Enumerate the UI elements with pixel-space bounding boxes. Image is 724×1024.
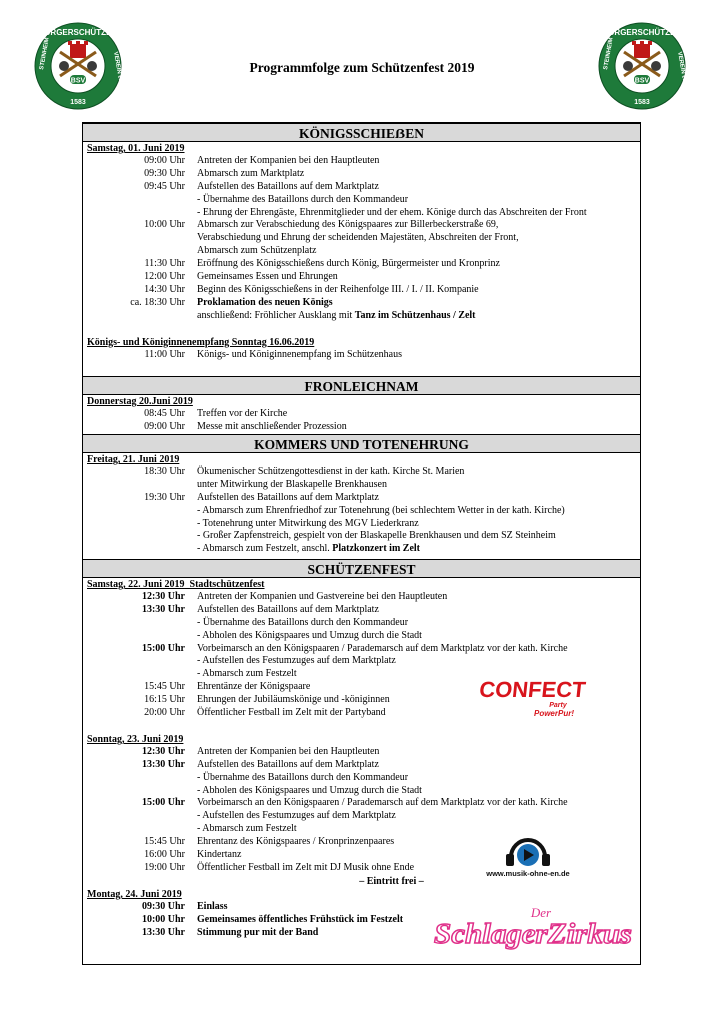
event: Ökumenischer Schützengottesdienst in der kath. Kirche St. Marien (197, 466, 465, 477)
schedule-row (83, 617, 640, 630)
time (83, 479, 185, 492)
schedule-row (83, 219, 640, 232)
schedule-row (83, 772, 640, 785)
schedule-row (83, 421, 640, 434)
time: 15:00 Uhr (141, 797, 185, 809)
svg-text:Der: Der (530, 905, 552, 920)
time: 16:15 Uhr (144, 694, 185, 706)
schedule-row (83, 505, 640, 518)
time: 13:30 Uhr (141, 926, 185, 938)
time: ca. 18:30 Uhr (130, 296, 185, 308)
svg-text:CONFECT: CONFECT (478, 677, 587, 702)
schedule-row (83, 271, 640, 284)
schedule-row (83, 245, 640, 258)
event: Abmarsch zum Schützenplatz (197, 245, 317, 257)
schedule-row (83, 207, 640, 220)
schedule-row (83, 479, 640, 492)
musik-ohne-ende-logo (475, 833, 581, 879)
section-header: KÖNIGSSCHIEẞEN (83, 123, 640, 142)
schedule-row (83, 155, 640, 168)
event: - Totenehrung unter Mitwirkung des MGV Liederkranz (197, 517, 419, 529)
event: Antreten der Kompanien und Gastvereine bei den Hauptleuten (197, 591, 448, 602)
time (83, 668, 185, 681)
svg-text:STEINHEIM: STEINHEIM (39, 37, 51, 71)
event: Antreten der Kompanien bei den Hauptleuten (197, 155, 380, 166)
time (83, 194, 185, 207)
schedule-row (83, 297, 640, 310)
schedule-row (83, 258, 640, 271)
schedule-row (83, 466, 640, 479)
svg-text:SchlagerZirkus: SchlagerZirkus (434, 919, 633, 950)
time: 11:00 Uhr (144, 348, 185, 360)
event: Treffen vor der Kirche (197, 408, 288, 419)
schedule-row (83, 655, 640, 668)
time: 15:45 Uhr (144, 836, 185, 848)
section-header: KOMMERS UND TOTENEHRUNG (83, 434, 640, 453)
schedule-row (83, 530, 640, 543)
event: Öffentlicher Festball im Zelt mit DJ Musik ohne Ende (197, 861, 415, 873)
schlagerzirkus-logo (431, 903, 636, 951)
page-title: Programmfolge zum Schützenfest 2019 (249, 60, 475, 75)
event: Messe mit anschließender Prozession (197, 420, 347, 432)
time (83, 810, 185, 823)
schedule-row (83, 759, 640, 772)
event: - Übernahme des Bataillons durch den Kommandeur (197, 193, 409, 205)
program-frame (82, 122, 641, 965)
event: Aufstellen des Bataillons auf dem Marktplatz (197, 758, 379, 770)
schedule-row (83, 746, 640, 759)
schedule-row (83, 643, 640, 656)
time (83, 655, 185, 668)
time (83, 245, 185, 258)
time: 09:00 Uhr (144, 155, 185, 166)
time: 08:45 Uhr (144, 408, 185, 419)
event: Königs- und Königinnenempfang im Schützenhaus (197, 348, 402, 360)
entry-free-note: – Eintritt frei – (359, 875, 424, 887)
event: - Abmarsch zum Festzelt (197, 668, 297, 680)
svg-text:STEINHEIM: STEINHEIM (603, 37, 615, 71)
time: 15:45 Uhr (144, 681, 185, 693)
day-heading: Samstag, 22. Juni 2019 Stadtschützenfest (87, 579, 265, 590)
confect-logo (478, 675, 587, 719)
event-highlight: Platzkonzert im Zelt (332, 543, 420, 555)
event: Beginn des Königsschießens in der Reihenfolge III. / I. / II. Kompanie (197, 283, 479, 295)
schedule-row (83, 310, 640, 323)
schedule-row (83, 232, 640, 245)
time: 15:00 Uhr (141, 642, 185, 654)
section-fronleichnam (83, 376, 640, 434)
event: - Abmarsch zum Ehrenfriedhof zur Totenehrung (bei schlechtem Wetter in der kath. Kirche) (197, 504, 565, 516)
svg-text:VEREIN e.V.: VEREIN e.V. (112, 51, 124, 86)
event: Einlass (197, 900, 228, 912)
time: 09:00 Uhr (144, 420, 185, 432)
svg-text:VEREIN e.V.: VEREIN e.V. (676, 51, 688, 86)
event: - Aufstellen des Festumzuges auf dem Marktplatz (197, 655, 396, 667)
time: 14:30 Uhr (144, 283, 185, 295)
schedule-row (83, 284, 640, 297)
schedule-row (83, 194, 640, 207)
event: Stimmung pur mit der Band (197, 926, 319, 938)
svg-text:BSV: BSV (70, 77, 86, 85)
event: - Abmarsch zum Festzelt (197, 823, 297, 835)
svg-text:Party: Party (549, 702, 567, 709)
event: - Abmarsch zum Festzelt, anschl. (197, 543, 333, 555)
event: Antreten der Kompanien bei den Hauptleuten (197, 745, 380, 757)
schedule-list (83, 155, 640, 323)
event: unter Mitwirkung der Blaskapelle Brenkhausen (197, 478, 387, 490)
time (83, 630, 185, 643)
svg-text:www.musik-ohne-en.de: www.musik-ohne-en.de (486, 869, 570, 878)
day-heading: Freitag, 21. Juni 2019 (87, 454, 180, 465)
svg-text:BÜRGERSCHÜTZEN: BÜRGERSCHÜTZEN (602, 28, 682, 37)
section-header: FRONLEICHNAM (83, 376, 640, 395)
event: Vorbeimarsch an den Königspaaren / Parademarsch auf dem Marktplatz vor der kath. Kirche (197, 642, 568, 654)
event: Verabschiedung und Ehrung der scheidenden Majestäten, Abschreiten der Front, (197, 232, 519, 244)
time (83, 617, 185, 630)
time: 11:30 Uhr (144, 258, 185, 270)
svg-text:BSV: BSV (634, 77, 650, 85)
event-highlight: Tanz im Schützenhaus / Zelt (354, 309, 476, 321)
event: Ehrentänze der Königspaare (197, 681, 311, 693)
event: - Abholen des Königspaares und Umzug durch die Stadt (197, 784, 422, 796)
event: Ehrentanz des Königspaares / Kronprinzenpaares (197, 836, 395, 848)
time (83, 823, 185, 836)
day-heading: Königs- und Königinnenempfang Sonntag 16.06.2019 (87, 336, 315, 348)
time: 09:30 Uhr (141, 900, 185, 912)
time: 16:00 Uhr (144, 849, 185, 861)
event: Öffentlicher Festball im Zelt mit der Partyband (197, 707, 386, 719)
event: - Großer Zapfenstreich, gespielt von der Blaskapelle Brenkhausen und dem SZ Steinheim (197, 530, 556, 542)
event: Gemeinsames öffentliches Frühstück im Festzelt (197, 913, 404, 925)
event: - Übernahme des Bataillons durch den Kommandeur (197, 616, 409, 628)
time (83, 530, 185, 543)
event: anschließend: Fröhlicher Ausklang mit (197, 309, 355, 321)
svg-text:1583: 1583 (70, 99, 86, 106)
time: 12:30 Uhr (141, 591, 185, 602)
section-koenigsschiessen (83, 123, 640, 361)
schedule-row (83, 543, 640, 556)
time: 13:30 Uhr (141, 758, 185, 770)
schedule-row (83, 591, 640, 604)
section-kommers (83, 434, 640, 556)
svg-text:BÜRGERSCHÜTZEN: BÜRGERSCHÜTZEN (38, 28, 118, 37)
svg-text:PowerPur!: PowerPur! (533, 709, 575, 718)
event: Abmarsch zum Marktplatz (197, 167, 305, 179)
schedule-row (83, 181, 640, 194)
section-schuetzenfest (83, 559, 640, 939)
time: 09:30 Uhr (144, 167, 185, 179)
day-heading: Sonntag, 23. Juni 2019 (87, 733, 184, 745)
schedule-row (83, 349, 640, 362)
schedule-row (83, 168, 640, 181)
event: Aufstellen des Bataillons auf dem Marktplatz (197, 491, 379, 503)
time (83, 785, 185, 798)
day-heading: Samstag, 01. Juni 2019 (87, 143, 185, 154)
svg-text:1583: 1583 (634, 99, 650, 106)
event: Abmarsch zur Verabschiedung des Königspaares zur Billerbeckerstraße 69, (197, 219, 499, 231)
event: Ehrungen der Jubiläumskönige und -königinnen (197, 694, 390, 706)
time: 10:00 Uhr (141, 913, 185, 925)
section-header: SCHÜTZENFEST (83, 559, 640, 578)
time: 12:00 Uhr (144, 271, 185, 283)
time: 18:30 Uhr (144, 466, 185, 477)
time: 12:30 Uhr (141, 745, 185, 757)
event: Kindertanz (197, 849, 242, 861)
day-heading: Montag, 24. Juni 2019 (87, 888, 182, 900)
event: Aufstellen des Bataillons auf dem Marktplatz (197, 180, 379, 192)
event: Vorbeimarsch an den Königspaaren / Parademarsch auf dem Marktplatz vor der kath. Kirche (197, 797, 568, 809)
event: - Ehrung der Ehrengäste, Ehrenmitglieder und der ehem. Könige durch das Abschreiten der Front (197, 206, 587, 218)
schedule-row (83, 630, 640, 643)
day-heading: Donnerstag 20.Juni 2019 (87, 396, 193, 407)
time: 19:30 Uhr (144, 491, 185, 503)
schedule-row (83, 797, 640, 810)
time: 19:00 Uhr (144, 861, 185, 873)
schedule-row (83, 604, 640, 617)
event-proclamation: Proklamation des neuen Königs (197, 296, 333, 308)
time (83, 772, 185, 785)
event: - Aufstellen des Festumzuges auf dem Marktplatz (197, 810, 396, 822)
event: - Übernahme des Bataillons durch den Kommandeur (197, 771, 409, 783)
event: - Abholen des Königspaares und Umzug durch die Stadt (197, 629, 422, 641)
time (83, 207, 185, 220)
time: 09:45 Uhr (144, 180, 185, 192)
event: Aufstellen des Bataillons auf dem Marktplatz (197, 603, 379, 615)
schedule-row (83, 518, 640, 531)
schedule-row (83, 408, 640, 421)
time (83, 232, 185, 245)
time: 20:00 Uhr (144, 707, 185, 719)
time (83, 505, 185, 518)
schedule-row (83, 810, 640, 823)
event: Eröffnung des Königsschießens durch König, Bürgermeister und Kronprinz (197, 258, 500, 270)
time (83, 518, 185, 531)
event: Gemeinsames Essen und Ehrungen (197, 271, 338, 283)
schedule-row (83, 492, 640, 505)
time: 13:30 Uhr (141, 603, 185, 615)
schedule-row (83, 785, 640, 798)
time: 10:00 Uhr (144, 219, 185, 231)
